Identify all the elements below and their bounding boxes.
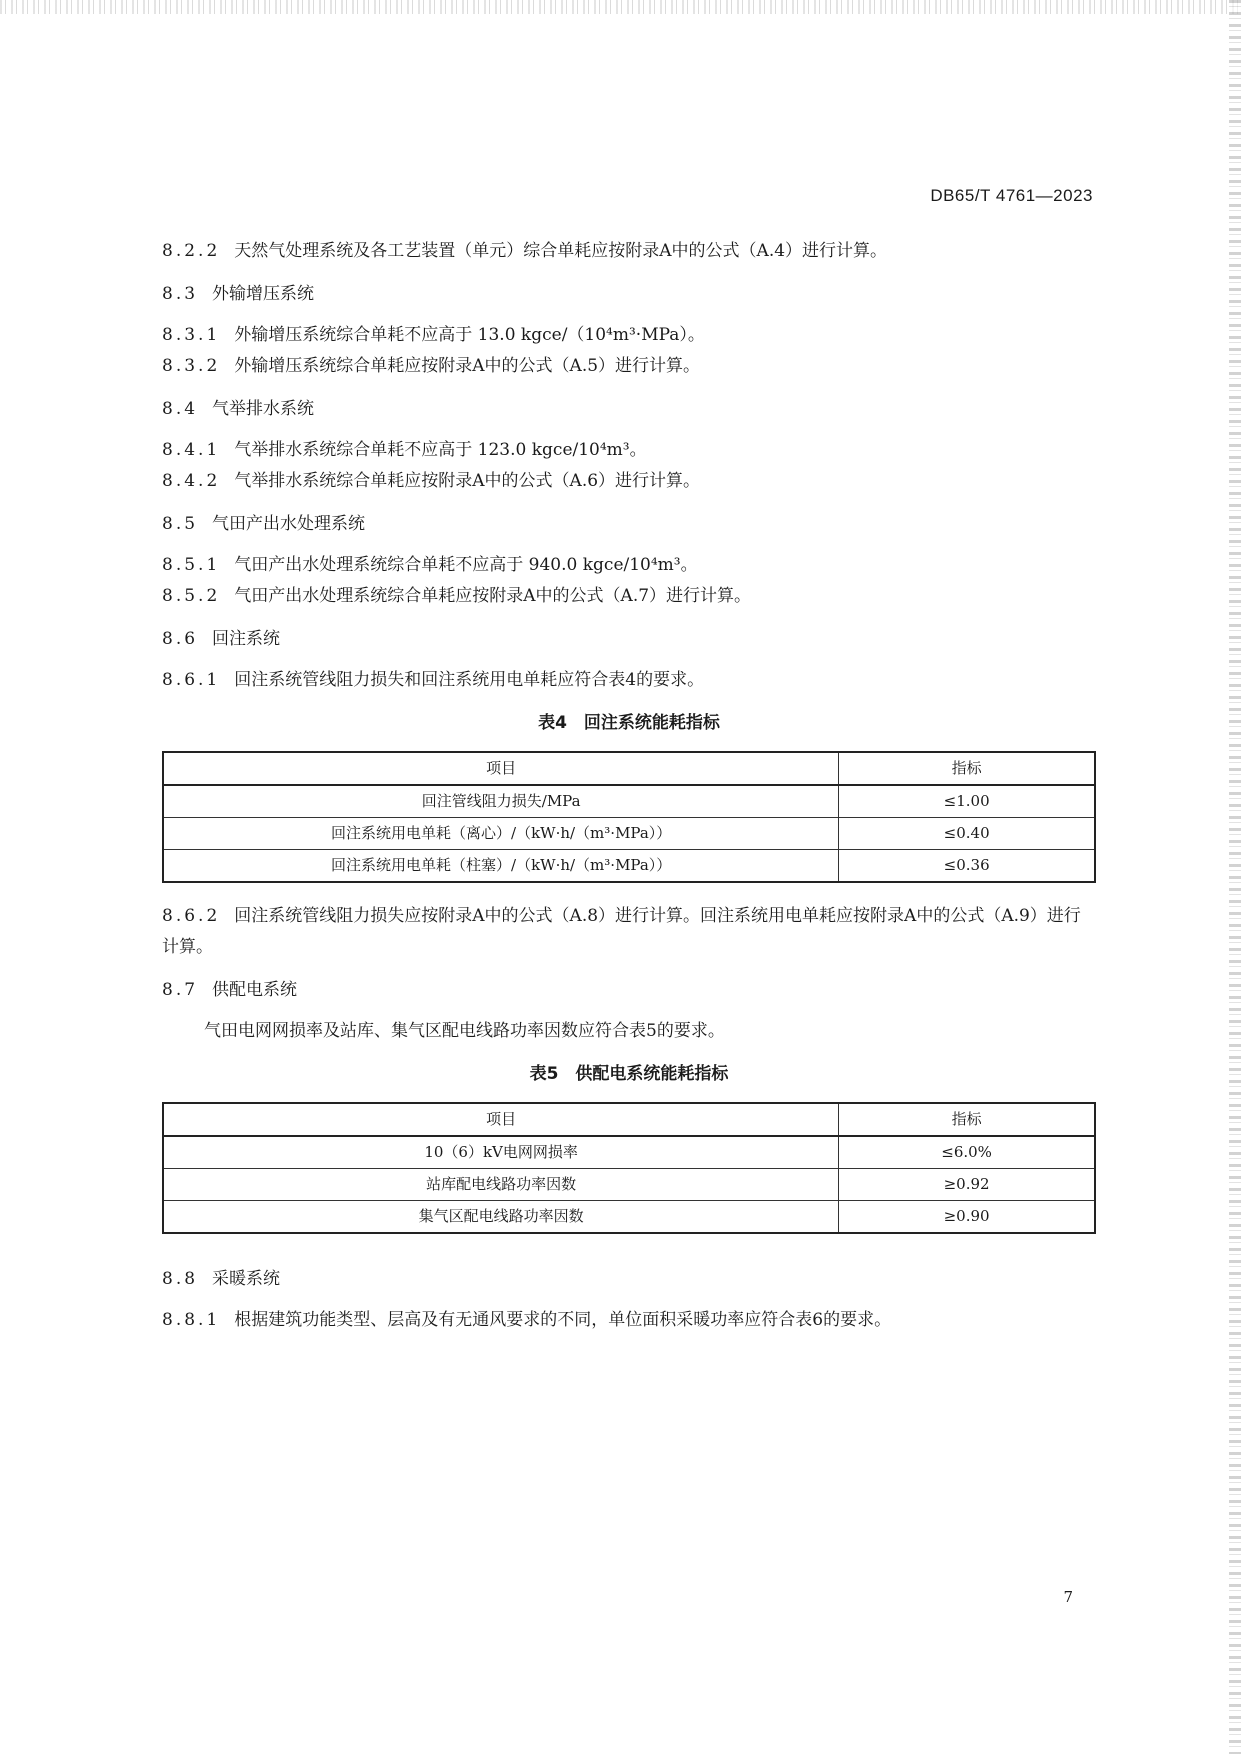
clause-text: 回注系统管线阻力损失和回注系统用电单耗应符合表4的要求。: [234, 670, 705, 690]
clause-8-6-1: [162, 665, 1096, 696]
section-title: 采暖系统: [212, 1269, 281, 1289]
clause-text: 气田产出水处理系统综合单耗应按附录A中的公式（A.7）进行计算。: [234, 586, 752, 606]
scan-artifact-right: [1229, 0, 1241, 1754]
table-4: [162, 751, 1096, 883]
clause-8-8-1: [162, 1305, 1096, 1336]
section-heading-8-3: [162, 279, 1096, 310]
table-cell-item: 回注管线阻力损失/MPa: [163, 785, 839, 818]
section-number: 8.5: [162, 514, 199, 534]
table-4-title: 表4 回注系统能耗指标: [538, 713, 720, 733]
section-heading-8-7: [162, 975, 1096, 1006]
table-row: [163, 818, 1095, 850]
table-row: [163, 850, 1095, 883]
section-heading-8-6: [162, 624, 1096, 655]
table-5: [162, 1102, 1096, 1234]
clause-8-4-2: [162, 466, 1096, 497]
clause-8-5-1: [162, 550, 1096, 581]
clause-number: 8.5.2: [162, 586, 221, 606]
table-cell-value: ≤1.00: [839, 785, 1095, 818]
section-number: 8.6: [162, 629, 199, 649]
table-cell-value: ≥0.90: [839, 1201, 1095, 1234]
clause-number: 8.5.1: [162, 555, 221, 575]
clause-8-6-2: [162, 901, 1096, 963]
table-cell-value: ≤0.36: [839, 850, 1095, 883]
section-title: 外输增压系统: [212, 284, 315, 304]
clause-text: 根据建筑功能类型、层高及有无通风要求的不同，单位面积采暖功率应符合表6的要求。: [234, 1310, 892, 1330]
section-number: 8.4: [162, 399, 199, 419]
clause-text: 回注系统管线阻力损失应按附录A中的公式（A.8）进行计算。回注系统用电单耗应按附录A中的公式（A.9）进行计算。: [162, 906, 1081, 957]
table-5-title: 表5 供配电系统能耗指标: [529, 1064, 729, 1084]
table-cell-value: ≤6.0%: [839, 1136, 1095, 1169]
table-header-cell: 指标: [839, 1103, 1095, 1136]
table-cell-item: 集气区配电线路功率因数: [163, 1201, 839, 1234]
clause-8-3-1: [162, 320, 1096, 351]
section-title: 气举排水系统: [212, 399, 315, 419]
table-cell-value: ≤0.40: [839, 818, 1095, 850]
table-row: [163, 1136, 1095, 1169]
section-heading-8-8: [162, 1264, 1096, 1295]
clause-text: 气举排水系统综合单耗不应高于 123.0 kgce/10⁴m³。: [234, 440, 647, 460]
section-title: 供配电系统: [212, 980, 298, 1000]
section-number: 8.3: [162, 284, 199, 304]
page-number: 7: [1063, 1588, 1073, 1606]
clause-8-3-2: [162, 351, 1096, 382]
clause-number: 8.3.1: [162, 325, 221, 345]
section-title: 回注系统: [212, 629, 281, 649]
clause-number: 8.6.1: [162, 670, 221, 690]
section-heading-8-5: [162, 509, 1096, 540]
table-cell-item: 回注系统用电单耗（离心）/（kW·h/（m³·MPa））: [163, 818, 839, 850]
scan-artifact-top: [0, 0, 1241, 14]
table-cell-item: 回注系统用电单耗（柱塞）/（kW·h/（m³·MPa））: [163, 850, 839, 883]
clause-number: 8.6.2: [162, 906, 221, 926]
clause-8-2-2: [162, 236, 1096, 267]
clause-text: 天然气处理系统及各工艺装置（单元）综合单耗应按附录A中的公式（A.4）进行计算。: [234, 241, 888, 261]
page-content: [162, 236, 1096, 1336]
clause-number: 8.8.1: [162, 1310, 221, 1330]
clause-number: 8.2.2: [162, 241, 221, 261]
clause-8-5-2: [162, 581, 1096, 612]
table-row: [163, 1169, 1095, 1201]
section-number: 8.8: [162, 1269, 199, 1289]
table-row: [163, 1201, 1095, 1234]
clause-number: 8.3.2: [162, 356, 221, 376]
table-row: [163, 785, 1095, 818]
table-header-row: [163, 752, 1095, 785]
table-header-cell: 指标: [839, 752, 1095, 785]
clause-text: 外输增压系统综合单耗应按附录A中的公式（A.5）进行计算。: [234, 356, 701, 376]
section-heading-8-4: [162, 394, 1096, 425]
document-code: DB65/T 4761—2023: [930, 186, 1093, 205]
clause-8-4-1: [162, 435, 1096, 466]
clause-number: 8.4.2: [162, 471, 221, 491]
clause-text: 外输增压系统综合单耗不应高于 13.0 kgce/（10⁴m³·MPa）。: [234, 325, 705, 345]
table-cell-item: 10（6）kV电网网损率: [163, 1136, 839, 1169]
table-header-cell: 项目: [163, 1103, 839, 1136]
table-header-cell: 项目: [163, 752, 839, 785]
table-header-row: [163, 1103, 1095, 1136]
section-title: 气田产出水处理系统: [212, 514, 366, 534]
clause-number: 8.4.1: [162, 440, 221, 460]
clause-text: 气举排水系统综合单耗应按附录A中的公式（A.6）进行计算。: [234, 471, 701, 491]
table-cell-value: ≥0.92: [839, 1169, 1095, 1201]
section-number: 8.7: [162, 980, 199, 1000]
paragraph-8-7: 气田电网网损率及站库、集气区配电线路功率因数应符合表5的要求。: [204, 1021, 725, 1041]
clause-text: 气田产出水处理系统综合单耗不应高于 940.0 kgce/10⁴m³。: [234, 555, 698, 575]
table-cell-item: 站库配电线路功率因数: [163, 1169, 839, 1201]
